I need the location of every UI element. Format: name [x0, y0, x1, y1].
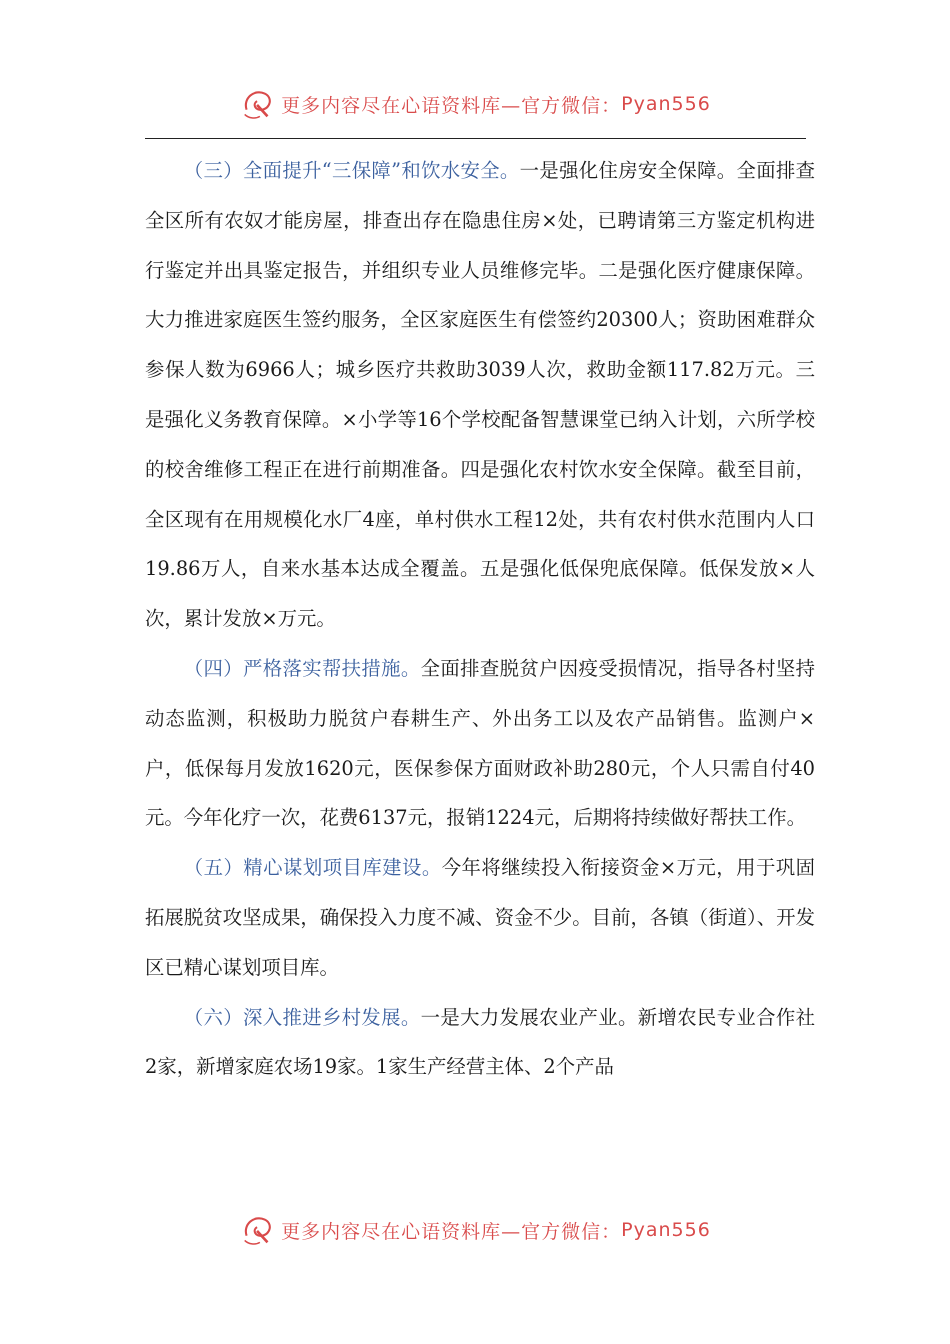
paragraph-3 [145, 146, 815, 644]
paragraph-5 [145, 843, 815, 992]
header-divider [145, 138, 806, 139]
paragraph-heading: （三）全面提升“三保障”和饮水安全。 [183, 159, 520, 182]
paragraph-text: 一是大力发展农业产业。新增农民专业合作社2家，新增家庭农场19家。1家生产经营主体、2个产品 [145, 1005, 816, 1079]
banner-text: 更多内容尽在心语资料库—官方微信： [281, 1220, 622, 1243]
paragraph-text: 今年将继续投入衔接资金×万元，用于巩固拓展脱贫攻坚成果，确保投入力度不减、资金不少。目前，各镇（街道）、开发区已精心谋划项目库。 [145, 856, 816, 979]
document-body [145, 146, 815, 1092]
paragraph-heading: （四）严格落实帮扶措施。 [183, 656, 421, 680]
paragraph-text: 全面排查脱贫户因疫受损情况，指导各村坚持动态监测，积极助力脱贫户春耕生产、外出务工以及农产品销售。监测户×户，低保每月发放1620元，医保参保方面财政补助280元，个人只需自付40元。今年化疗一次，花费6137元，报销1224元，后期将持续做好帮扶工作。 [145, 656, 816, 830]
pen-swirl-logo-icon [239, 85, 277, 123]
banner-wechat-id: Pyan556 [621, 1219, 711, 1241]
paragraph-heading: （五）精心谋划项目库建设。 [183, 856, 442, 880]
paragraph-text: 一是强化住房安全保障。全面排查全区所有农奴才能房屋，排查出存在隐患住房×处，已聘请第三方鉴定机构进行鉴定并出具鉴定报告，并组织专业人员维修完毕。二是强化医疗健康保障。大力推进家庭医生签约服务，全区家庭医生有偿签约20300人；资助困难群众参保人数为6966人；城乡医疗共救助3039人次，救助金额117.82万元。三是强化义务教育保障。×小学等16个学校配备智慧课堂已纳入计划，六所学校的校舍维修工程正在进行前期准备。四是强化农村饮水安全保障。截至目前，全区现有在用规模化水厂4座，单村供水工程12处，共有农村供水范围内人口19.86万人，自来水基本达成全覆盖。五是强化低保兜底保障。低保发放×人次，累计发放×万元。 [145, 159, 816, 631]
footer-banner [0, 1210, 950, 1250]
pen-swirl-logo-icon [239, 1211, 277, 1249]
paragraph-heading: （六）深入推进乡村发展。 [183, 1005, 421, 1029]
banner-wechat-id: Pyan556 [621, 93, 711, 115]
paragraph-6 [145, 993, 815, 1093]
paragraph-4 [145, 644, 815, 843]
header-banner [0, 84, 950, 124]
banner-text: 更多内容尽在心语资料库—官方微信： [281, 94, 622, 117]
